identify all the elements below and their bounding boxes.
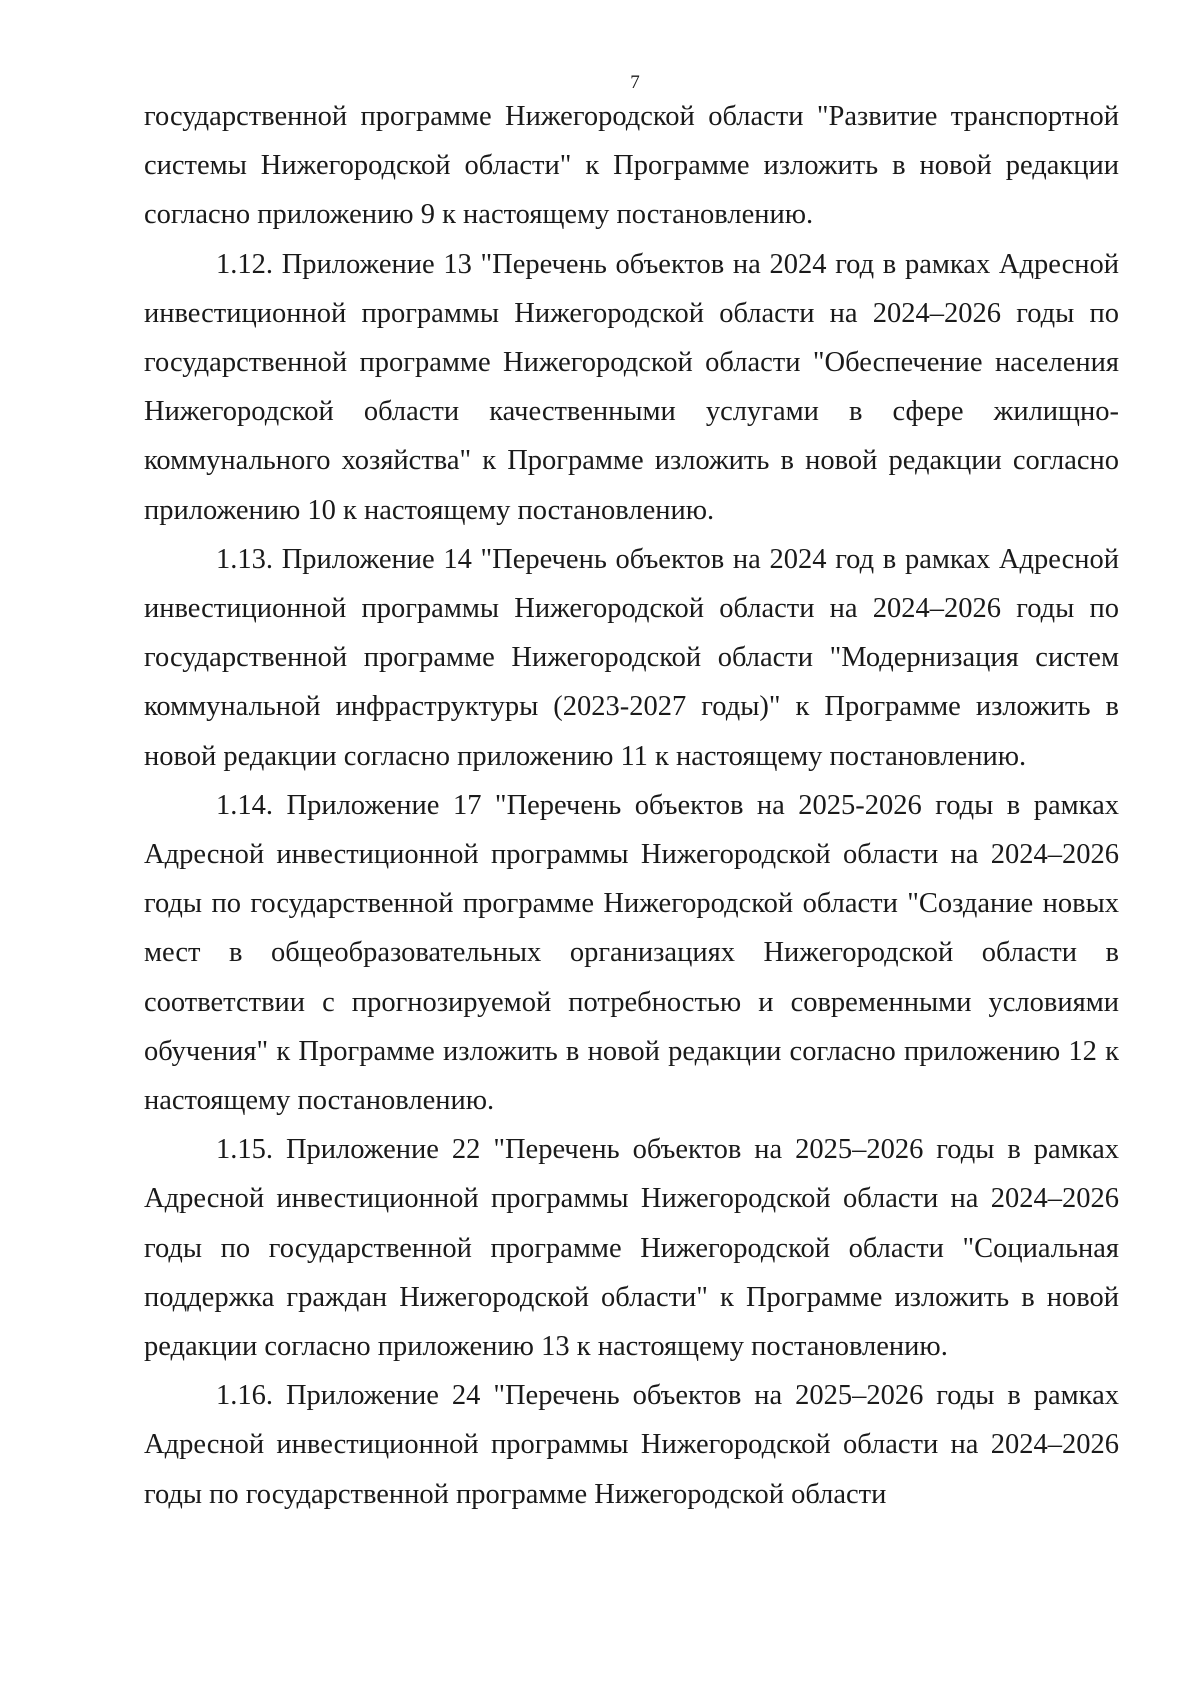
paragraph-1-16: 1.16. Приложение 24 "Перечень объектов на 2025–2026 годы в рамках Адресной инвестиционной программы Нижегородской области на 2024–2026 годы по государственной программе Нижегородской области <box>144 1380 1119 1510</box>
page-number: 7 <box>630 72 640 93</box>
paragraph-1-15: 1.15. Приложение 22 "Перечень объектов на 2025–2026 годы в рамках Адресной инвестиционной программы Нижегородской области на 2024–2026 годы по государственной программе Нижегородской области "Социальная поддержка граждан Нижегородской области" к Программе изложить в новой редакции согласно приложению 13 к настоящему постановлению. <box>144 1134 1119 1363</box>
document-body <box>144 92 1119 1519</box>
paragraph-1-14: 1.14. Приложение 17 "Перечень объектов на 2025-2026 годы в рамках Адресной инвестиционной программы Нижегородской области на 2024–2026 годы по государственной программе Нижегородской области "Создание новых мест в общеобразовательных организациях Нижегородской области в соответствии с прогнозируемой потребностью и современными условиями обучения" к Программе изложить в новой редакции согласно приложению 12 к настоящему постановлению. <box>144 789 1119 1117</box>
paragraph-1-12: 1.12. Приложение 13 "Перечень объектов на 2024 год в рамках Адресной инвестиционной программы Нижегородской области на 2024–2026 годы по государственной программе Нижегородской области "Обеспечение населения Нижегородской области качественными услугами в сфере жилищно-коммунального хозяйства" к Программе изложить в новой редакции согласно приложению 10 к настоящему постановлению. <box>144 248 1119 526</box>
paragraph-continuation: государственной программе Нижегородской области "Развитие транспортной системы Нижегородской области" к Программе изложить в новой редакции согласно приложению 9 к настоящему постановлению. <box>144 101 1119 231</box>
paragraph-1-13: 1.13. Приложение 14 "Перечень объектов на 2024 год в рамках Адресной инвестиционной программы Нижегородской области на 2024–2026 годы по государственной программе Нижегородской области "Модернизация систем коммунальной инфраструктуры (2023-2027 годы)" к Программе изложить в новой редакции согласно приложению 11 к настоящему постановлению. <box>144 543 1119 772</box>
